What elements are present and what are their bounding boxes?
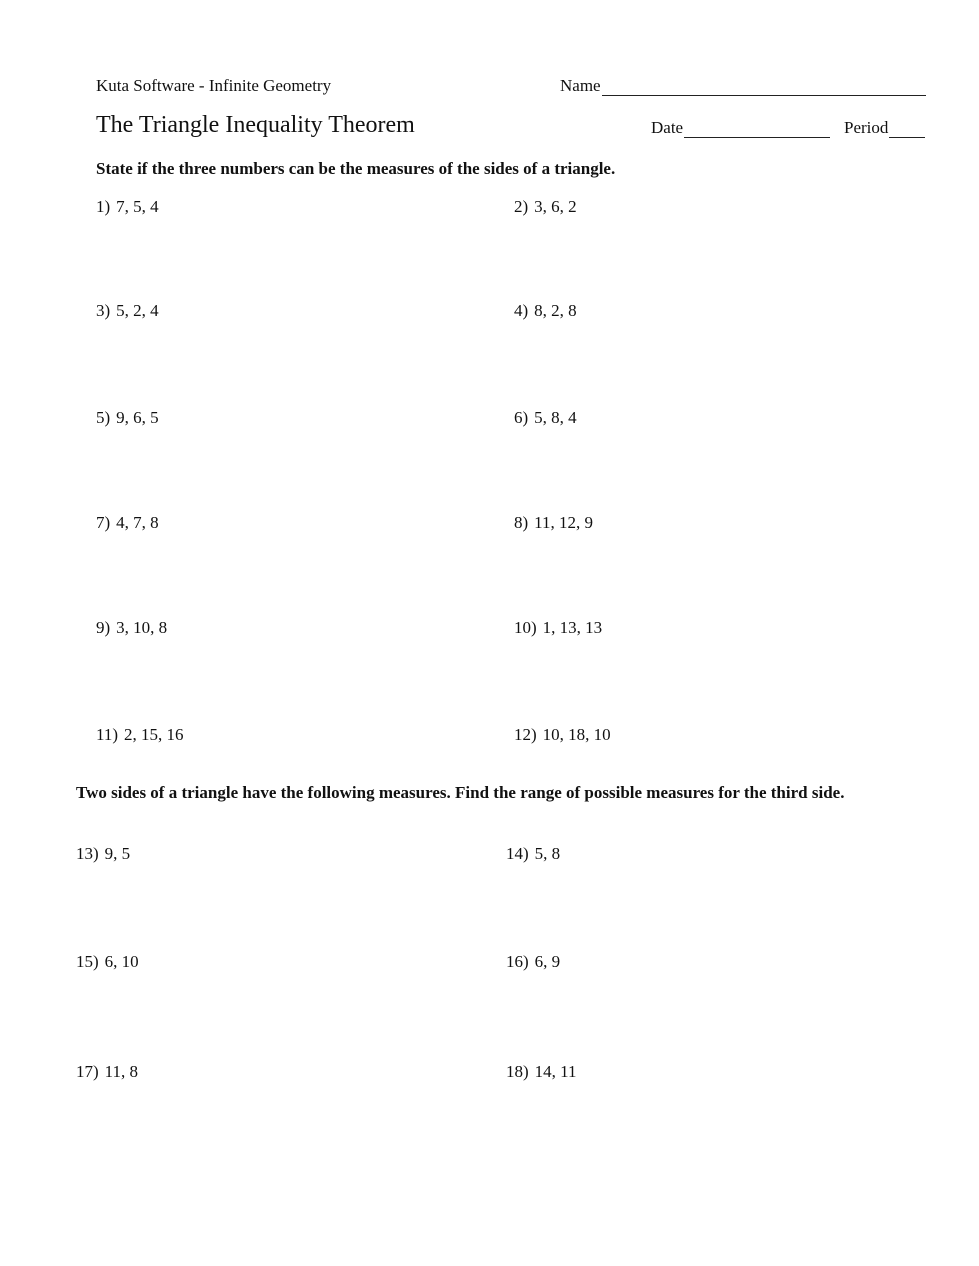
problem-16: [506, 952, 560, 972]
problem-number: 3): [96, 301, 111, 320]
problem-number: 13): [76, 844, 99, 863]
problem-5: [96, 408, 159, 428]
problem-values: 11, 8: [104, 1062, 139, 1081]
problem-1: [96, 197, 159, 217]
problem-2: [514, 197, 577, 217]
problem-values: 9, 6, 5: [116, 408, 159, 427]
date-field[interactable]: [651, 118, 830, 138]
problem-8: [514, 513, 593, 533]
problem-values: 5, 8, 4: [534, 408, 577, 427]
date-blank-line[interactable]: [684, 121, 830, 138]
name-label: Name: [560, 76, 601, 95]
name-blank-line[interactable]: [602, 79, 926, 96]
problem-values: 4, 7, 8: [116, 513, 159, 532]
problem-number: 7): [96, 513, 111, 532]
problem-number: 17): [76, 1062, 99, 1081]
problem-15: [76, 952, 139, 972]
problem-number: 18): [506, 1062, 529, 1081]
problem-14: [506, 844, 560, 864]
problem-12: [514, 725, 611, 745]
worksheet-title: The Triangle Inequality Theorem: [96, 112, 415, 138]
name-field[interactable]: [560, 76, 926, 96]
problem-values: 5, 8: [534, 844, 561, 863]
section1-instructions: State if the three numbers can be the measures of the sides of a triangle.: [96, 159, 616, 178]
problem-18: [506, 1062, 577, 1082]
problem-10: [514, 618, 602, 638]
problem-6: [514, 408, 577, 428]
problem-number: 5): [96, 408, 111, 427]
problem-13: [76, 844, 130, 864]
problem-7: [96, 513, 159, 533]
problem-number: 4): [514, 301, 529, 320]
publisher-label: Kuta Software - Infinite Geometry: [96, 76, 332, 95]
problem-number: 15): [76, 952, 99, 971]
problem-number: 8): [514, 513, 529, 532]
problem-11: [96, 725, 184, 745]
date-label: Date: [651, 118, 684, 137]
problem-values: 1, 13, 13: [542, 618, 603, 637]
section2-instructions: Two sides of a triangle have the following measures. Find the range of possible measures for the third side.: [76, 783, 845, 802]
problem-number: 6): [514, 408, 529, 427]
problem-number: 2): [514, 197, 529, 216]
problem-4: [514, 301, 577, 321]
period-label: Period: [844, 118, 889, 137]
problem-values: 5, 2, 4: [116, 301, 159, 320]
problem-values: 14, 11: [534, 1062, 577, 1081]
problem-number: 14): [506, 844, 529, 863]
problem-number: 9): [96, 618, 111, 637]
period-field[interactable]: [844, 118, 925, 138]
problem-values: 6, 10: [104, 952, 139, 971]
problem-number: 10): [514, 618, 537, 637]
problem-values: 8, 2, 8: [534, 301, 577, 320]
problem-number: 12): [514, 725, 537, 744]
problem-values: 3, 6, 2: [534, 197, 577, 216]
problem-9: [96, 618, 167, 638]
problem-values: 6, 9: [534, 952, 561, 971]
problem-values: 2, 15, 16: [124, 725, 184, 744]
problem-values: 7, 5, 4: [116, 197, 159, 216]
problem-number: 16): [506, 952, 529, 971]
problem-values: 3, 10, 8: [116, 618, 168, 637]
problem-3: [96, 301, 159, 321]
period-blank-line[interactable]: [889, 121, 925, 138]
problem-17: [76, 1062, 138, 1082]
problem-number: 11): [96, 725, 119, 744]
problem-values: 9, 5: [104, 844, 131, 863]
problem-values: 11, 12, 9: [534, 513, 594, 532]
problem-number: 1): [96, 197, 111, 216]
problem-values: 10, 18, 10: [542, 725, 611, 744]
